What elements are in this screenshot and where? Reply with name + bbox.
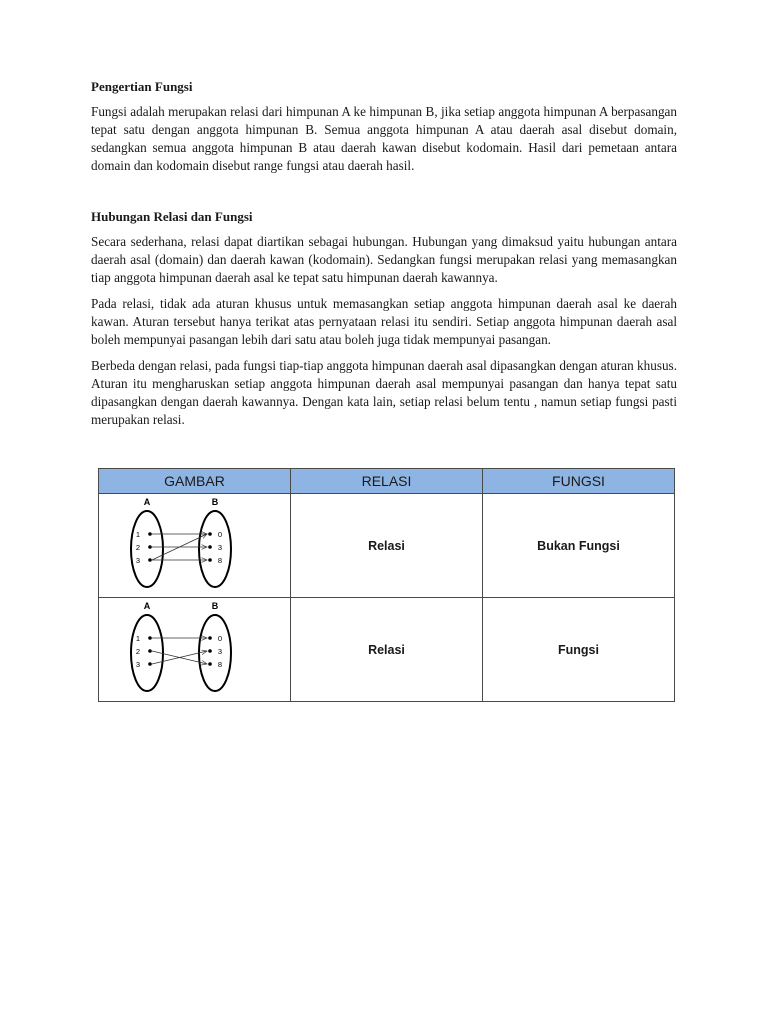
paragraph-relasi-3: Berbeda dengan relasi, pada fungsi tiap-tiap anggota himpunan daerah asal dipasangkan dengan aturan khusus. Aturan itu mengharuskan setiap anggota himpunan daerah asal mempunyai pasangan dan hanya tepat satu dipasangkan dengan daerah kawannya. Dengan kata lain, setiap relasi belum tentu , namun setiap fungsi pasti merupakan relasi. [91,358,677,427]
set-b-label: B [211,497,218,507]
table-row [99,494,675,598]
mapping-diagram-not-function [120,494,270,594]
codomain-dot [208,636,212,640]
codomain-element: 3 [217,543,222,552]
table-row [99,598,675,702]
domain-dot [148,649,152,653]
diagram-cell [99,494,291,598]
fungsi-cell: Bukan Fungsi [483,494,675,598]
fungsi-cell: Fungsi [483,598,675,702]
domain-dot [148,662,152,666]
domain-dot [148,532,152,536]
header-gambar: GAMBAR [99,469,291,494]
domain-element: 1 [135,634,140,643]
set-b-ellipse [199,511,231,587]
diagram-cell [99,598,291,702]
domain-element: 2 [135,647,140,656]
set-b-ellipse [199,615,231,691]
codomain-element: 8 [217,556,222,565]
set-a-label: A [143,497,150,507]
header-relasi: RELASI [291,469,483,494]
relasi-cell: Relasi [291,494,483,598]
domain-element: 3 [135,556,140,565]
paragraph-relasi-2: Pada relasi, tidak ada aturan khusus untuk memasangkan setiap anggota himpunan daerah asal ke daerah kawan. Aturan tersebut hanya terikat atas pernyataan relasi itu sendiri. Setiap anggota himpunan daerah asal boleh mempunyai pasangan lebih dari satu atau boleh juga tidak mempunyai pasangan. [91,296,677,347]
header-fungsi: FUNGSI [483,469,675,494]
set-a-label: A [143,601,150,611]
codomain-dot [208,662,212,666]
relasi-cell: Relasi [291,598,483,702]
codomain-dot [208,545,212,549]
table-header-row [99,469,675,494]
set-b-label: B [211,601,218,611]
domain-dot [148,558,152,562]
document-content [91,78,677,437]
heading-pengertian-fungsi: Pengertian Fungsi [91,79,193,94]
domain-dot [148,636,152,640]
relation-function-table [98,468,675,702]
codomain-dot [208,649,212,653]
codomain-element: 8 [217,660,222,669]
codomain-element: 0 [217,530,222,539]
codomain-element: 3 [217,647,222,656]
paragraph-relasi-1: Secara sederhana, relasi dapat diartikan sebagai hubungan. Hubungan yang dimaksud yaitu hubungan antara daerah asal (domain) dan daerah kawan (kodomain). Sedangkan fungsi merupakan relasi yang memasangkan tiap anggota himpunan daerah asal ke tepat satu himpunan daerah kawannya. [91,234,677,285]
codomain-element: 0 [217,634,222,643]
domain-element: 2 [135,543,140,552]
domain-element: 1 [135,530,140,539]
mapping-diagram-function [120,598,270,698]
domain-element: 3 [135,660,140,669]
codomain-dot [208,532,212,536]
heading-hubungan-relasi-fungsi: Hubungan Relasi dan Fungsi [91,209,253,224]
paragraph-pengertian: Fungsi adalah merupakan relasi dari himpunan A ke himpunan B, jika setiap anggota himpunan A berpasangan tepat satu dengan anggota himpunan B. Semua anggota himpunan A atau daerah asal disebut domain, sedangkan semua anggota himpunan B atau daerah kawan disebut kodomain. Hasil dari pemetaan antara domain dan kodomain disebut range fungsi atau daerah hasil. [91,104,677,173]
codomain-dot [208,558,212,562]
domain-dot [148,545,152,549]
